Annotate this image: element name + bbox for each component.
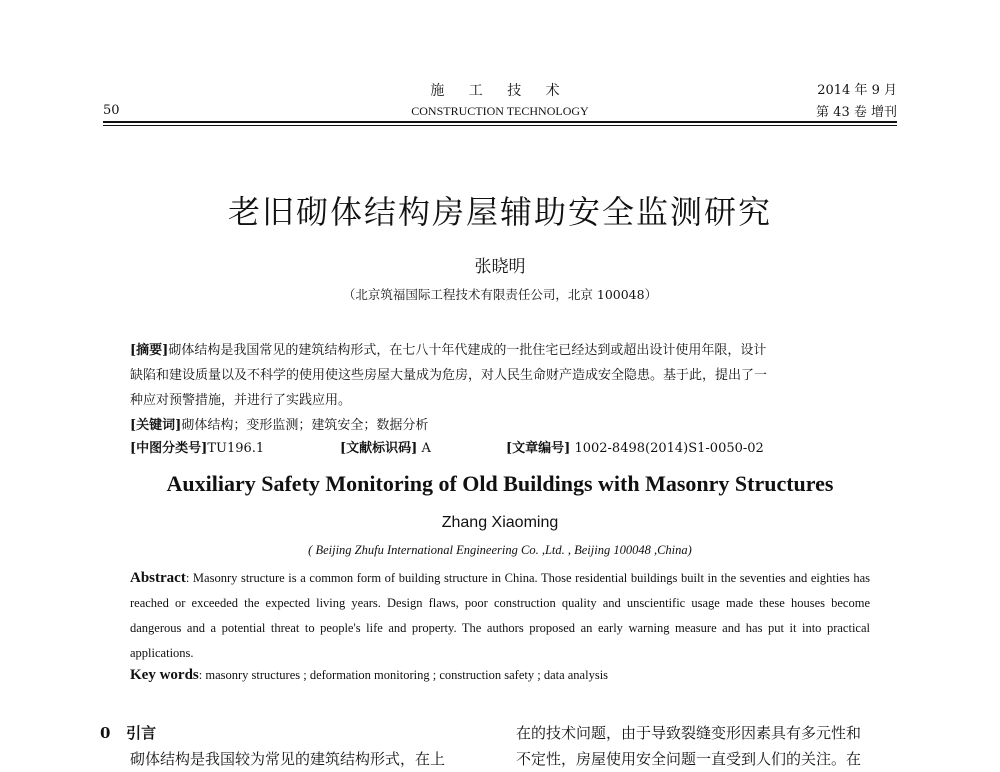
- abstract-cn-label: [摘要]: [130, 343, 169, 358]
- abstract-cn-line: 缺陷和建设质量以及不科学的使用使这些房屋大量成为危房，对人民生命财产造成安全隐患。基于此，提出了一: [130, 368, 768, 383]
- issue-info: [816, 80, 897, 124]
- keywords-en: [130, 667, 870, 684]
- section-number: 0: [100, 724, 111, 742]
- journal-name-cn: 施 工 技 术: [430, 83, 570, 99]
- abstract-en: [130, 566, 870, 666]
- paper-title-en: Auxiliary Safety Monitoring of Old Buildings with Masonry Structures: [166, 471, 834, 496]
- section-title: 引言: [126, 724, 157, 742]
- body-line: 在的技术问题，由于导致裂缝变形因素具有多元性和: [516, 724, 862, 742]
- section-heading: [100, 722, 156, 743]
- clc-number: [中图分类号]TU196.1: [130, 441, 265, 456]
- keywords-cn-text: 砌体结构；变形监测；建筑安全；数据分析: [181, 418, 429, 433]
- author-en: Zhang Xiaoming: [441, 514, 559, 531]
- header-rule-thick: [103, 121, 897, 123]
- affiliation-cn: （北京筑福国际工程技术有限责任公司，北京 100048）: [342, 287, 658, 302]
- affiliation-en: ( Beijing Zhufu International Engineering Co. ,Ltd. , Beijing 100048 ,China): [308, 543, 692, 557]
- keywords-en-label: Key words: [130, 667, 199, 683]
- issue-volume: 第 43 卷 增刊: [816, 105, 897, 120]
- page-number: 50: [103, 103, 120, 118]
- journal-name-en: CONSTRUCTION TECHNOLOGY: [411, 104, 589, 118]
- abstract-cn-line: [摘要]砌体结构是我国常见的建筑结构形式，在七八十年代建成的一批住宅已经达到或超出设计使用年限，设计: [130, 343, 767, 358]
- paper-title-cn: 老旧砌体结构房屋辅助安全监测研究: [227, 193, 772, 231]
- abstract-cn: [130, 338, 870, 438]
- issue-date: 2014 年 9 月: [817, 83, 897, 98]
- keywords-cn: [130, 413, 870, 438]
- document-code: [文献标识码] A: [340, 441, 431, 456]
- abstract-en-label: Abstract: [130, 570, 186, 586]
- body-text-right: [516, 720, 906, 772]
- header-rule-thin: [103, 125, 897, 126]
- keywords-cn-label: [关键词]: [130, 418, 182, 433]
- article-number: [文章编号] 1002-8498(2014)S1-0050-02: [506, 441, 764, 456]
- keywords-en-text: : masonry structures ; deformation monitoring ; construction safety ; data analysis: [198, 668, 609, 682]
- abstract-en-text: : Masonry structure is a common form of building structure in China. Those residential buildings built in the seventies and eighties has reached or exceeded the expected living years. Design flaws, poor construction quality and unscientific usage made these houses become dangerous and a potential threat to people's life and property. The authors proposed an early warning measure and has put it into practical applications.: [130, 571, 870, 660]
- abstract-cn-line: 种应对预警措施，并进行了实践应用。: [130, 393, 352, 408]
- body-text-left: 砌体结构是我国较为常见的建筑结构形式，在上: [130, 750, 446, 768]
- author-cn: 张晓明: [474, 257, 526, 277]
- body-line: 不定性，房屋使用安全问题一直受到人们的关注。在: [516, 750, 862, 768]
